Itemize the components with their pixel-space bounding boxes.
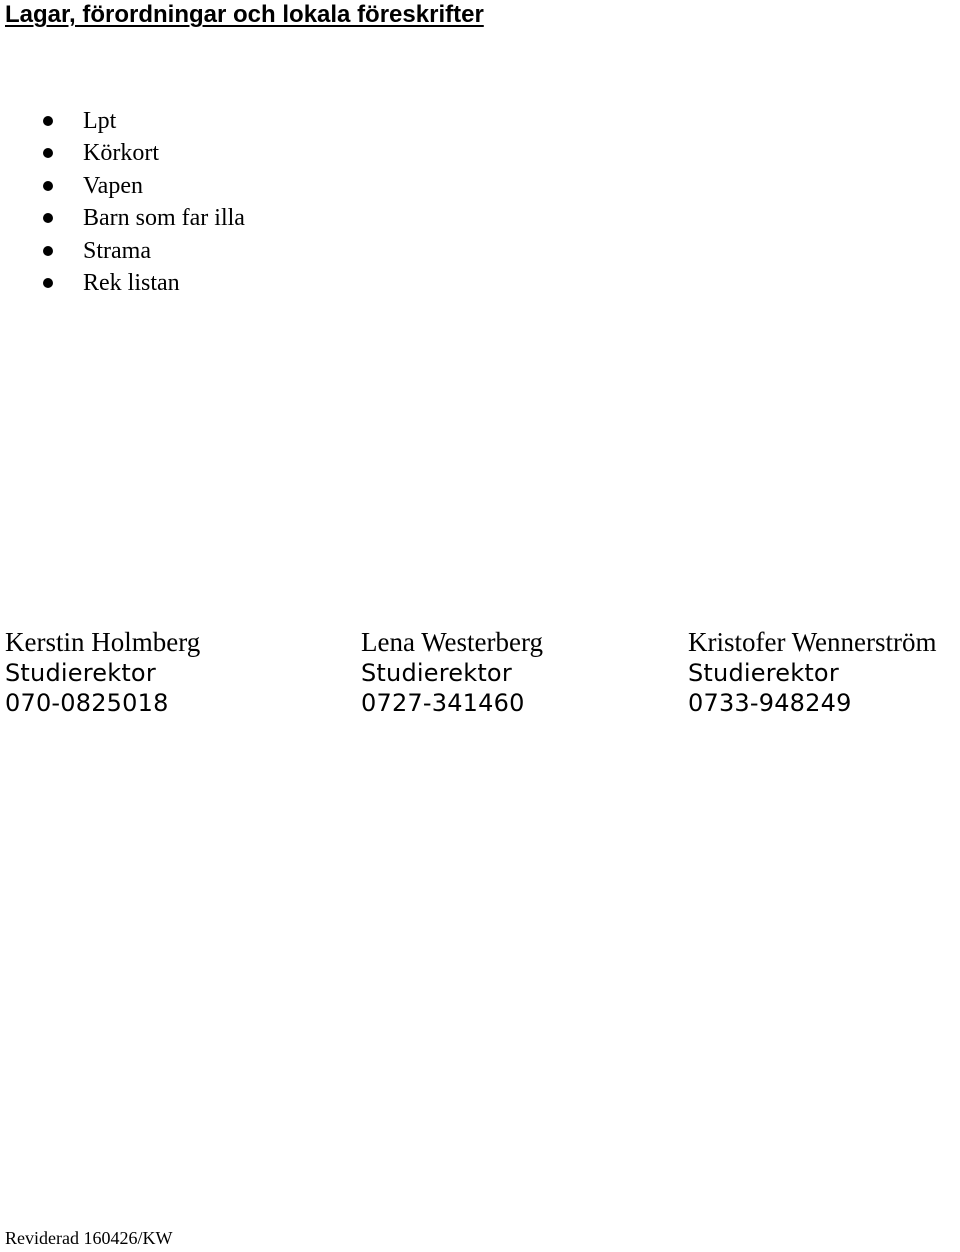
contact-card-westerberg	[361, 627, 543, 719]
list-item-label: Barn som far illa	[83, 205, 245, 232]
contact-role: Studierektor	[361, 658, 512, 687]
contact-role: Studierektor	[5, 658, 156, 687]
contact-phone: 070-0825018	[5, 689, 169, 717]
list-item-label: Körkort	[83, 140, 159, 167]
topic-list	[0, 105, 245, 299]
list-item	[0, 267, 245, 299]
bullet-icon	[43, 116, 53, 126]
bullet-icon	[43, 181, 53, 191]
list-item	[0, 105, 245, 137]
list-item-label: Vapen	[83, 172, 143, 199]
bullet-icon	[43, 148, 53, 158]
list-item	[0, 202, 245, 234]
page-title: Lagar, förordningar och lokala föreskrifter	[5, 1, 484, 28]
contact-phone: 0733-948249	[688, 689, 852, 717]
contact-card-wennerstrom	[688, 627, 937, 719]
revision-note: Reviderad 160426/KW	[5, 1228, 173, 1248]
bullet-icon	[43, 246, 53, 256]
bullet-icon	[43, 278, 53, 288]
list-item	[0, 170, 245, 202]
contact-name: Kerstin Holmberg	[5, 627, 201, 657]
list-item-label: Rek listan	[83, 269, 180, 296]
list-item	[0, 137, 245, 169]
contact-name: Kristofer Wennerström	[688, 627, 937, 657]
contact-role: Studierektor	[688, 658, 839, 687]
contact-phone: 0727-341460	[361, 689, 525, 717]
bullet-icon	[43, 213, 53, 223]
contact-card-holmberg	[5, 627, 200, 719]
contact-name: Lena Westerberg	[361, 627, 543, 657]
list-item	[0, 235, 245, 267]
list-item-label: Lpt	[83, 108, 117, 134]
list-item-label: Strama	[83, 237, 151, 264]
